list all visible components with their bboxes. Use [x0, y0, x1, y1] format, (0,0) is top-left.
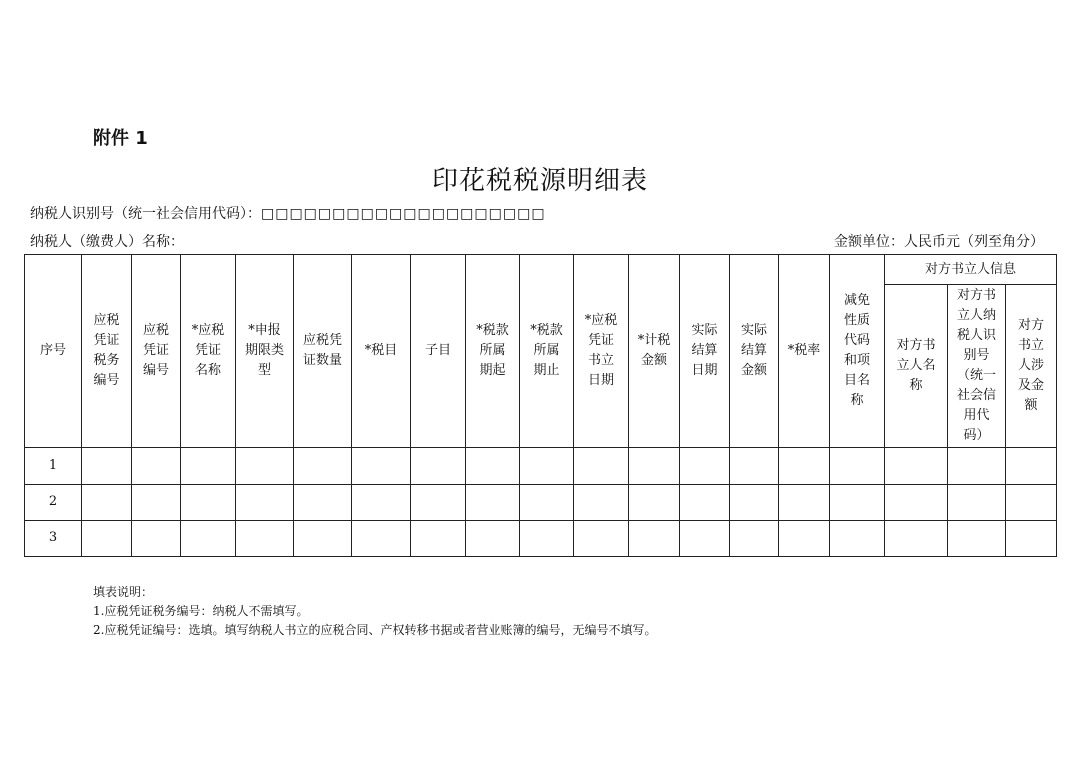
table-cell[interactable]: [574, 448, 629, 484]
table-cell[interactable]: [132, 520, 181, 556]
table-cell[interactable]: [236, 520, 294, 556]
table-cell[interactable]: [680, 520, 730, 556]
table-cell[interactable]: [885, 484, 948, 520]
table-cell[interactable]: [181, 448, 236, 484]
table-cell[interactable]: [520, 448, 574, 484]
table-cell[interactable]: [132, 448, 181, 484]
counterparty-column-header: 对方书 立人名 称: [885, 285, 948, 448]
table-cell[interactable]: [132, 484, 181, 520]
table-cell[interactable]: [411, 448, 466, 484]
taxpayer-id-label: 纳税人识别号（统一社会信用代码）：: [30, 206, 261, 222]
table-row: [25, 448, 1057, 484]
row-number: 1: [25, 448, 82, 484]
table-cell[interactable]: [885, 448, 948, 484]
taxpayer-id-line: [30, 203, 546, 223]
table-cell[interactable]: [948, 484, 1006, 520]
table-cell[interactable]: [181, 484, 236, 520]
attachment-label: 附件 1: [93, 128, 148, 149]
table-cell[interactable]: [466, 448, 520, 484]
table-row: [25, 484, 1057, 520]
note-item: 1.应税凭证税务编号：纳税人不需填写。: [93, 604, 309, 618]
column-header: 应税 凭证 税务 编号: [82, 255, 132, 448]
table-cell[interactable]: [629, 484, 680, 520]
table-cell[interactable]: [629, 448, 680, 484]
table-cell[interactable]: [574, 520, 629, 556]
table-cell[interactable]: [181, 520, 236, 556]
table-cell[interactable]: [948, 448, 1006, 484]
table-cell[interactable]: [520, 484, 574, 520]
amount-unit: 金额单位：人民币元（列至角分）: [834, 234, 1044, 250]
table-cell[interactable]: [885, 520, 948, 556]
table-cell[interactable]: [730, 520, 779, 556]
table-cell[interactable]: [520, 520, 574, 556]
table-cell[interactable]: [830, 448, 885, 484]
column-header: 实际 结算 金额: [730, 255, 779, 448]
column-header: 序号: [25, 255, 82, 448]
counterparty-column-header: 对方 书立 人涉 及金 额: [1006, 285, 1057, 448]
table-cell[interactable]: [1006, 520, 1057, 556]
table-cell[interactable]: [1006, 448, 1057, 484]
table-cell[interactable]: [352, 484, 411, 520]
table-cell[interactable]: [82, 484, 132, 520]
taxpayer-name-label: 纳税人（缴费人）名称：: [30, 234, 184, 250]
table-cell[interactable]: [948, 520, 1006, 556]
table-cell[interactable]: [574, 484, 629, 520]
table-cell[interactable]: [629, 520, 680, 556]
form-title: 印花税税源明细表: [431, 166, 648, 196]
column-header: *税款 所属 期起: [466, 255, 520, 448]
table-cell[interactable]: [779, 448, 830, 484]
counterparty-group-header: 对方书立人信息: [885, 255, 1057, 285]
column-header: *应税 凭证 名称: [181, 255, 236, 448]
column-header: 子目: [411, 255, 466, 448]
table-cell[interactable]: [236, 448, 294, 484]
column-header: *税目: [352, 255, 411, 448]
row-number: 3: [25, 520, 82, 556]
table-cell[interactable]: [294, 484, 352, 520]
column-header: *应税 凭证 书立 日期: [574, 255, 629, 448]
tax-source-table: [24, 254, 1057, 557]
column-header: 应税凭 证数量: [294, 255, 352, 448]
table-cell[interactable]: [82, 448, 132, 484]
header-row: [25, 255, 1057, 285]
table-cell[interactable]: [730, 448, 779, 484]
fill-instructions: [93, 583, 656, 640]
table-cell[interactable]: [82, 520, 132, 556]
row-number: 2: [25, 484, 82, 520]
table-cell[interactable]: [411, 520, 466, 556]
table-cell[interactable]: [830, 520, 885, 556]
note-item: 2.应税凭证编号：选填。填写纳税人书立的应税合同、产权转移书据或者营业账簿的编号，无编号不填写。: [93, 623, 657, 637]
column-header: *税款 所属 期止: [520, 255, 574, 448]
table-cell[interactable]: [680, 484, 730, 520]
table-cell[interactable]: [236, 484, 294, 520]
table-cell[interactable]: [830, 484, 885, 520]
taxpayer-id-boxes[interactable]: □□□□□□□□□□□□□□□□□□□□: [261, 206, 546, 222]
table-cell[interactable]: [779, 484, 830, 520]
counterparty-column-header: 对方书 立人纳 税人识 别号 （统一 社会信 用代 码）: [948, 285, 1006, 448]
column-header: 实际 结算 日期: [680, 255, 730, 448]
table-cell[interactable]: [1006, 484, 1057, 520]
table-cell[interactable]: [466, 520, 520, 556]
table-row: [25, 520, 1057, 556]
table-cell[interactable]: [411, 484, 466, 520]
column-header: 减免 性质 代码 和项 目名 称: [830, 255, 885, 448]
table-cell[interactable]: [352, 520, 411, 556]
notes-title: 填表说明：: [93, 585, 154, 599]
column-header: *税率: [779, 255, 830, 448]
table-cell[interactable]: [294, 448, 352, 484]
table-cell[interactable]: [680, 448, 730, 484]
table-cell[interactable]: [779, 520, 830, 556]
table-cell[interactable]: [294, 520, 352, 556]
table-cell[interactable]: [466, 484, 520, 520]
column-header: 应税 凭证 编号: [132, 255, 181, 448]
column-header: *申报 期限类 型: [236, 255, 294, 448]
column-header: *计税 金额: [629, 255, 680, 448]
table-cell[interactable]: [730, 484, 779, 520]
table-cell[interactable]: [352, 448, 411, 484]
